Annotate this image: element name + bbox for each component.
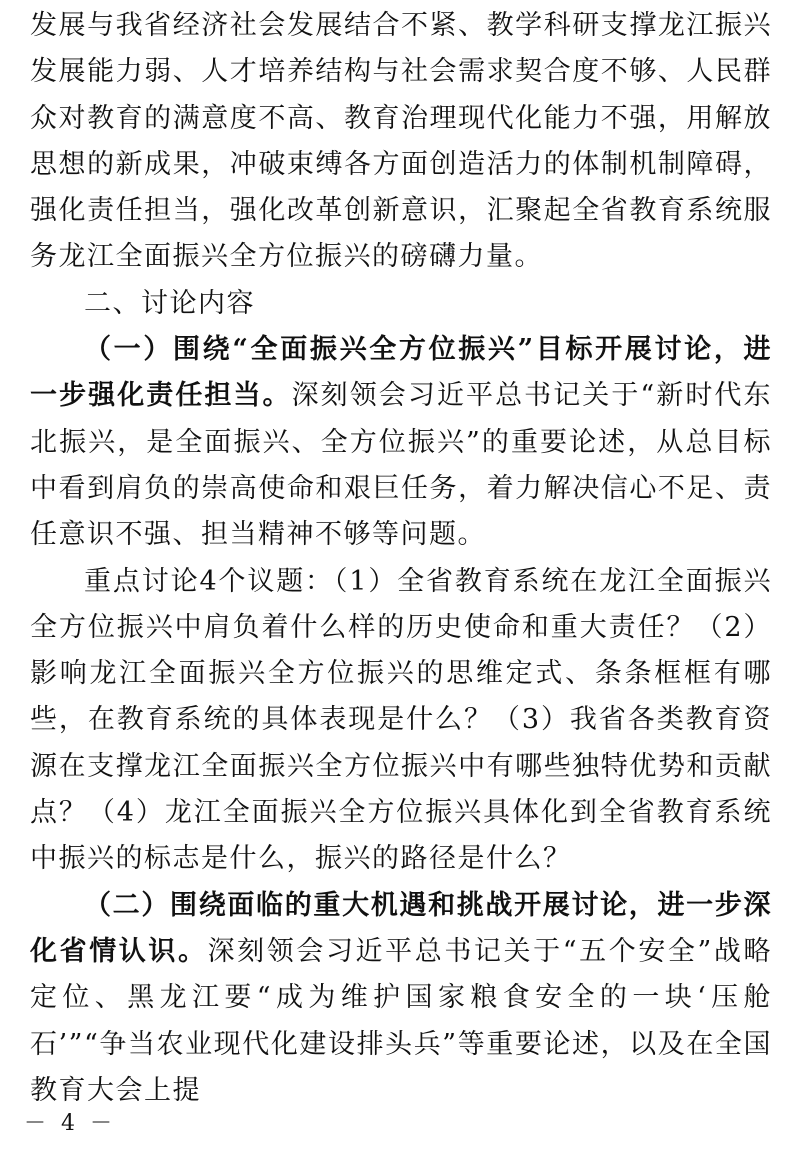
topic-2-body: 深刻领会习近平总书记关于“五个安全”战略定位、黑龙江要“成为维护国家粮食安全的一块‘压舱石’”“争当农业现代化建设排头兵”等重要论述，以及在全国教育大会上提 (30, 935, 773, 1106)
topic-2-paragraph (30, 883, 772, 1114)
topic-1-questions-paragraph: 重点讨论4个议题：（1）全省教育系统在龙江全面振兴全方位振兴中肩负着什么样的历史使命和重大责任？（2）影响龙江全面振兴全方位振兴的思维定式、条条框框有哪些，在教育系统的具体表现是什么？（3）我省各类教育资源在支撑龙江全面振兴全方位振兴中有哪些独特优势和贡献点？（4）龙江全面振兴全方位振兴具体化到全省教育系统中振兴的标志是什么，振兴的路径是什么？ (30, 565, 772, 875)
section-heading: 二、讨论内容 (84, 287, 255, 319)
document-page (30, 0, 772, 1114)
topic-1-paragraph (30, 327, 772, 558)
topic-2-lead: （二）围绕面临的重大机遇和挑战开展讨论，进一步深化省情认识。 (30, 889, 772, 967)
topic-1-lead: （一）围绕“全面振兴全方位振兴”目标开展讨论，进一步强化责任担当。 (30, 334, 772, 412)
topic-1-body: 深刻领会习近平总书记关于“新时代东北振兴，是全面振兴、全方位振兴”的重要论述，从总目标中看到肩负的崇高使命和艰巨任务，着力解决信心不足、责任意识不强、担当精神不够等问题。 (30, 380, 772, 551)
intro-paragraph: 发展与我省经济社会发展结合不紧、教学科研支撑龙江振兴发展能力弱、人才培养结构与社会需求契合度不够、人民群众对教育的满意度不高、教育治理现代化能力不强，用解放思想的新成果，冲破束缚各方面创造活力的体制机制障碍，强化责任担当，强化改革创新意识，汇聚起全省教育系统服务龙江全面振兴全方位振兴的磅礴力量。 (30, 10, 772, 273)
page-number: － 4 － (24, 1111, 116, 1136)
